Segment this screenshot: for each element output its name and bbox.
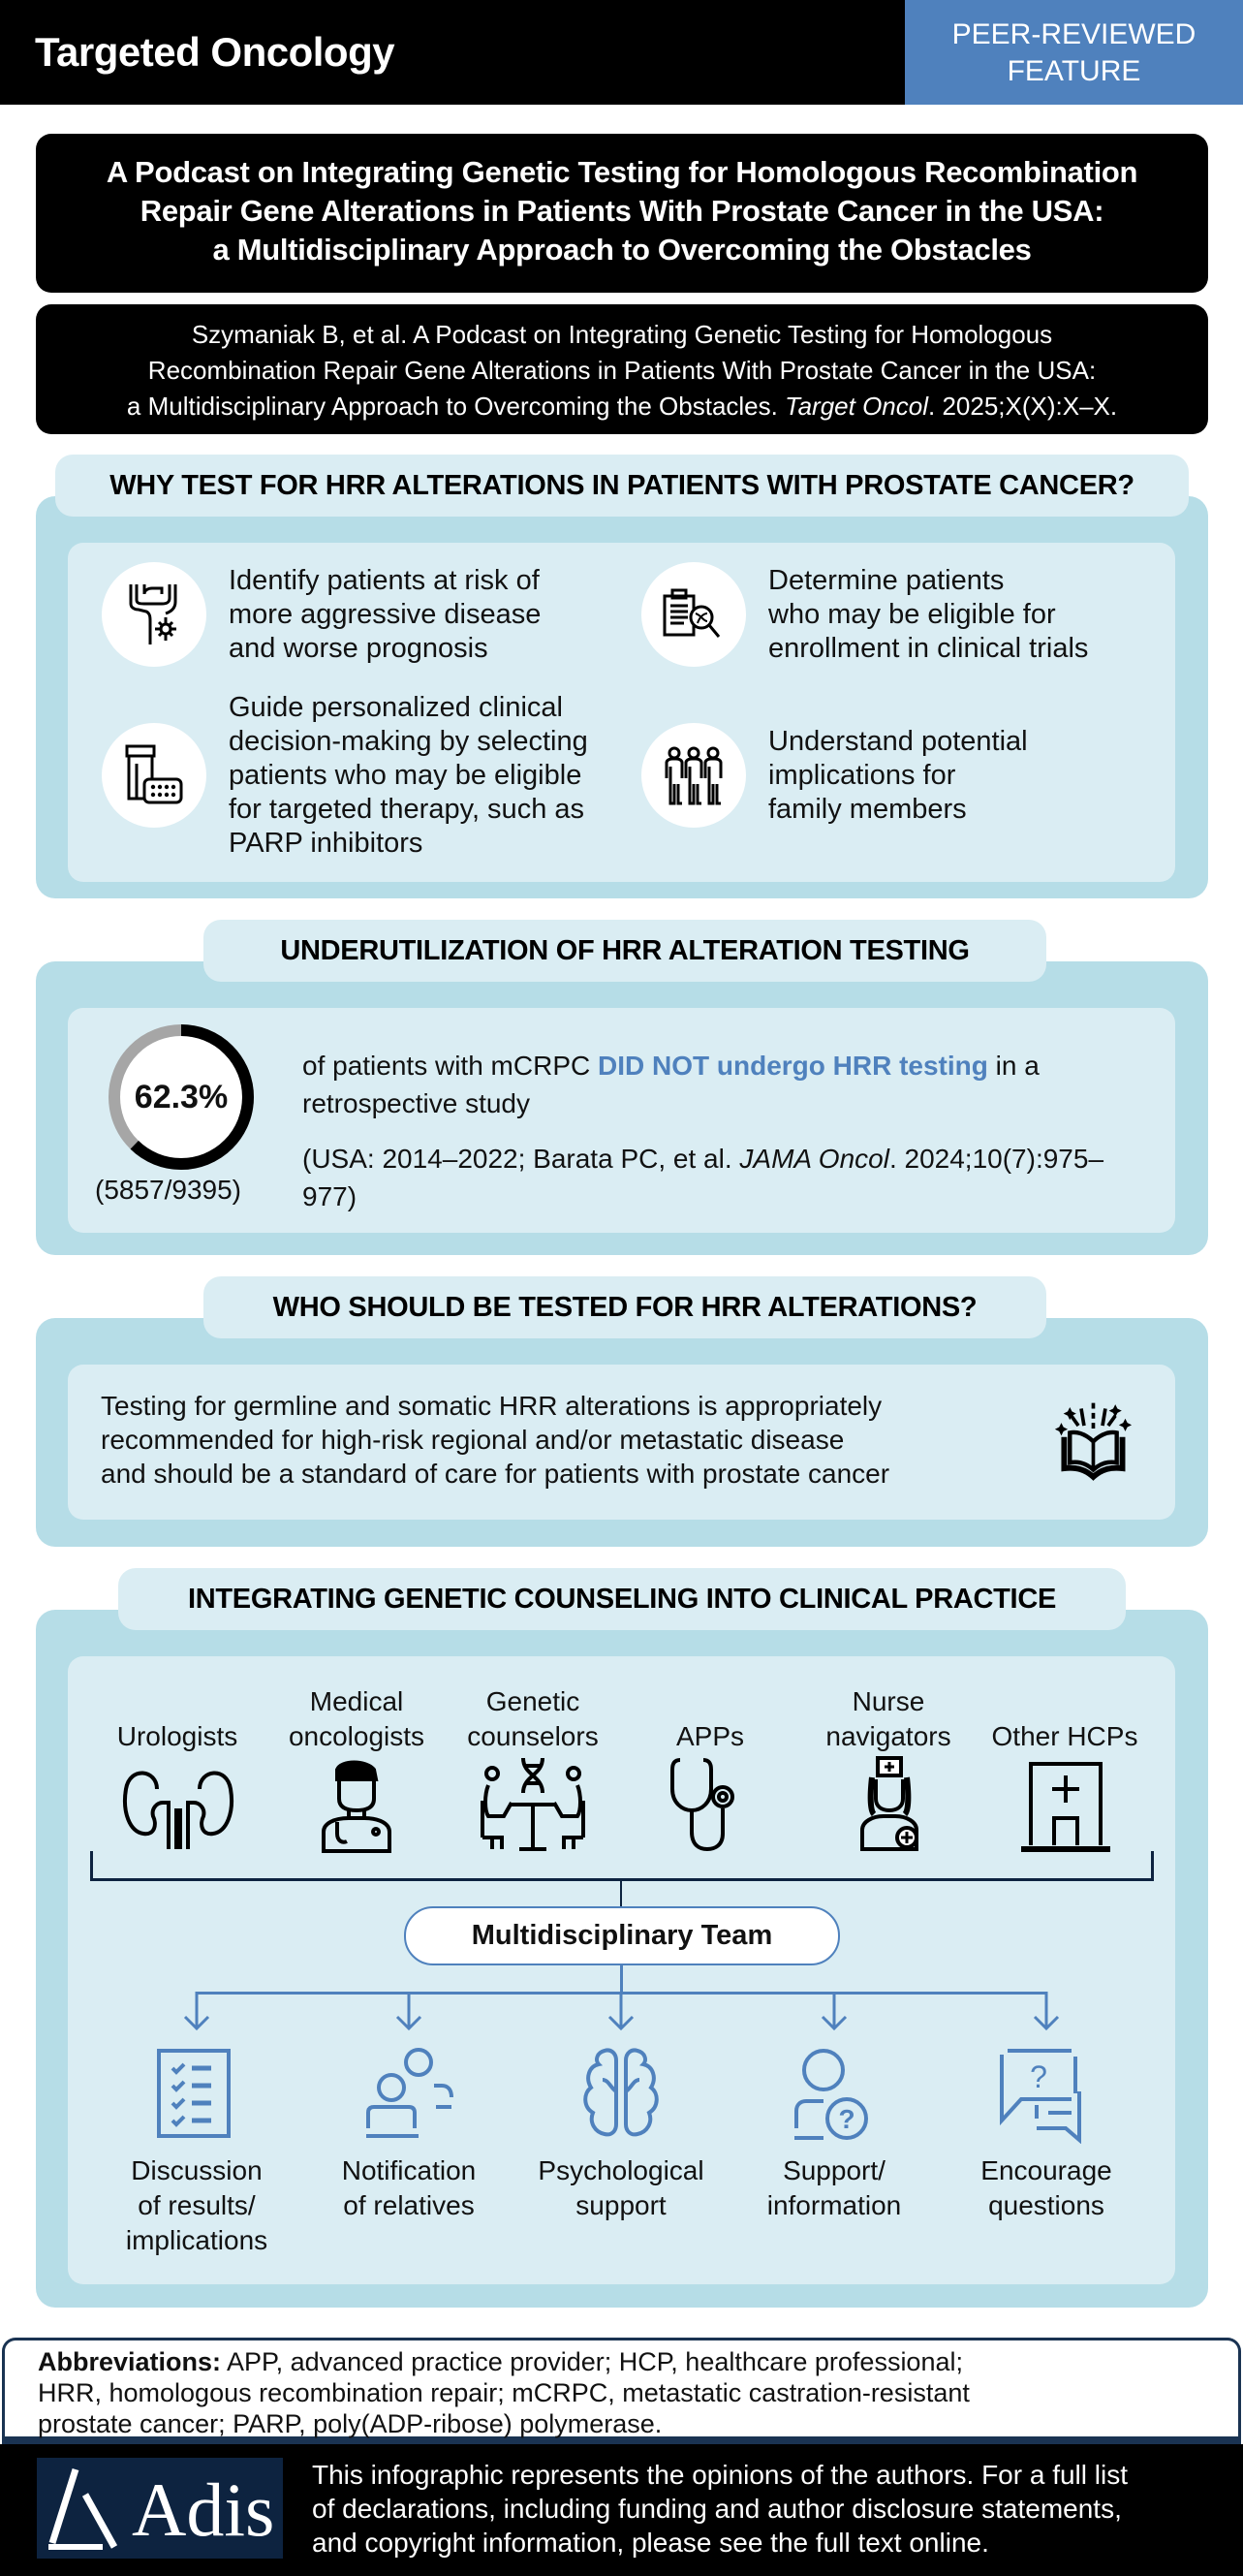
hospital-icon <box>1008 1760 1124 1853</box>
title-line-3: a Multidisciplinary Approach to Overcoming the Obstacles <box>212 233 1032 267</box>
why-item-determine: Determine patients who may be eligible for enrollment in clinical trials <box>768 565 1089 664</box>
who-tested-statement: Testing for germline and somatic HRR alterations is appropriately recommended for high-risk regional and/or metastatic disease and should be a standard of care for patients with prostate cancer <box>101 1391 890 1489</box>
genetic-counseling-icon <box>475 1756 591 1849</box>
badge-line-2: FEATURE <box>1007 55 1141 87</box>
clipboard-dna-search-icon <box>641 562 746 667</box>
role-genetic-counselors: Genetic counselors <box>467 1686 599 1751</box>
adis-logo <box>37 2458 283 2559</box>
arrows <box>0 1992 1243 2040</box>
underutilization-reference: (USA: 2014–2022; Barata PC, et al. JAMA Oncol. 2024;10(7):975–977) <box>302 1144 1104 1211</box>
who-tested-heading: WHO SHOULD BE TESTED FOR HRR ALTERATIONS? <box>203 1276 1046 1338</box>
outcome-discussion: Discussion of results/ implications <box>125 2155 268 2255</box>
team-stem <box>620 1965 623 1995</box>
checklist-icon <box>145 2047 252 2144</box>
why-item-identify: Identify patients at risk of more aggressive disease and worse prognosis <box>229 565 542 664</box>
role-nurse-navigators: Nurse navigators <box>825 1686 951 1751</box>
role-medical-oncologists: Medical oncologists <box>288 1686 425 1751</box>
title-line-2: Repair Gene Alterations in Patients With Prostate Cancer in the USA: <box>140 194 1104 228</box>
why-item-understand: Understand potential implications for family members <box>768 726 1028 825</box>
svg-text:?: ? <box>1030 2059 1047 2094</box>
integrating-heading: INTEGRATING GENETIC COUNSELING INTO CLINICAL PRACTICE <box>118 1568 1126 1630</box>
outcome-encourage-questions: Encourage questions <box>980 2155 1112 2220</box>
nurse-icon <box>831 1756 948 1849</box>
outcome-psychological-support: Psychological support <box>538 2155 704 2220</box>
team-bracket <box>90 1851 1154 1881</box>
disclaimer-text: This infographic represents the opinions of the authors. For a full list of declarations, including funding and author disclosure statements, and copyright information, please see the full text online. <box>312 2460 1128 2558</box>
adis-triangle-icon <box>43 2466 130 2553</box>
chat-question-icon <box>992 2047 1099 2144</box>
why-item-guide: Guide personalized clinical decision-making by selecting patients who may be eligible for targeted therapy, such as PARP inhibitors <box>229 692 588 859</box>
journal-name: Target Oncol <box>785 392 928 421</box>
underutilization-statement: of patients with mCRPC DID NOT undergo HRR testing in a retrospective study <box>302 1051 1040 1118</box>
outcome-support-information: Support/ information <box>766 2155 902 2220</box>
person-question-icon <box>781 2047 887 2144</box>
abbreviations-label: Abbreviations: <box>38 2347 222 2376</box>
article-title <box>36 134 1208 293</box>
percent-value: 62.3% <box>134 1078 229 1115</box>
role-other-hcps: Other HCPs <box>991 1721 1138 1751</box>
percent-donut-chart <box>107 1022 256 1172</box>
bracket-stem <box>620 1880 622 1907</box>
role-apps: APPs <box>675 1721 745 1751</box>
multidisciplinary-team-node: Multidisciplinary Team <box>404 1906 840 1965</box>
svg-text:?: ? <box>838 2104 855 2134</box>
outcome-notification: Notification of relatives <box>341 2155 477 2220</box>
people-notification-icon <box>357 2047 463 2144</box>
stethoscope-icon <box>653 1756 769 1849</box>
doctor-icon <box>298 1760 415 1853</box>
highlight-text: DID NOT undergo HRR testing <box>598 1051 988 1081</box>
role-urologists: Urologists <box>116 1721 238 1751</box>
medication-icon <box>102 723 206 828</box>
family-icon <box>641 723 746 828</box>
kidney-icon <box>120 1760 236 1853</box>
prostate-icon <box>102 562 206 667</box>
citation-line-1: Szymaniak B, et al. A Podcast on Integrating Genetic Testing for Homologous <box>191 320 1053 349</box>
brand-title: Targeted Oncology <box>35 29 395 75</box>
citation-line-2: Recombination Repair Gene Alterations in Patients With Prostate Cancer in the USA: <box>147 356 1097 385</box>
citation <box>36 304 1208 434</box>
patient-ratio: (5857/9395) <box>95 1175 242 1205</box>
open-book-icon <box>1039 1386 1145 1492</box>
abbreviations-box: Abbreviations: APP, advanced practice provider; HCP, healthcare professional; HRR, homologous recombination repair; mCRPC, metastatic castration-resistant prostate cancer; PARP, poly(ADP-ribose) polymerase. <box>2 2338 1241 2444</box>
badge-line-1: PEER-REVIEWED <box>951 18 1196 50</box>
adis-wordmark: Adis <box>132 2467 275 2552</box>
underutilization-heading: UNDERUTILIZATION OF HRR ALTERATION TESTING <box>203 920 1046 982</box>
title-line-1: A Podcast on Integrating Genetic Testing for Homologous Recombination <box>106 155 1138 189</box>
brain-icon <box>568 2047 674 2144</box>
citation-line-3: a Multidisciplinary Approach to Overcoming the Obstacles. Target Oncol. 2025;X(X):X–X. <box>126 392 1118 421</box>
why-test-heading: WHY TEST FOR HRR ALTERATIONS IN PATIENTS WITH PROSTATE CANCER? <box>55 455 1189 517</box>
peer-reviewed-badge <box>905 0 1243 105</box>
